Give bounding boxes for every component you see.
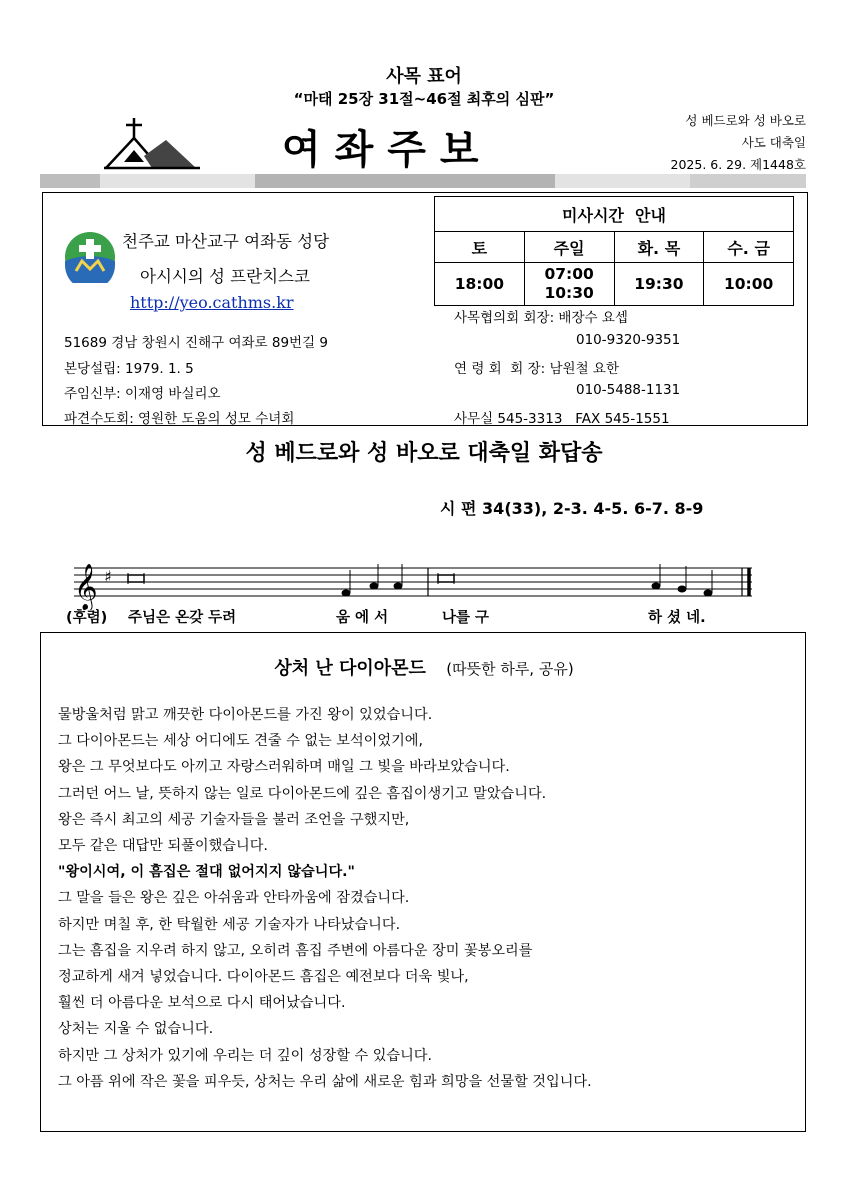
feast-name-cont: 사도 대축일	[741, 135, 806, 150]
lyric-segment: 나를 구	[442, 610, 490, 626]
mass-time: 07:00 10:30	[524, 263, 614, 306]
mass-day: 수. 금	[704, 232, 794, 263]
mass-day: 토	[435, 232, 525, 263]
parish-name: 천주교 마산교구 여좌동 성당	[122, 232, 330, 251]
story-line: 그 말을 들은 왕은 깊은 아쉬움과 안타까움에 잠겼습니다.	[58, 890, 410, 907]
mass-time: 19:30	[614, 263, 704, 306]
story-title: 상처 난 다이아몬드	[274, 658, 426, 679]
mass-time: 10:00	[704, 263, 794, 306]
lyric-segment: 하 셨 네.	[648, 610, 706, 626]
mass-day: 화. 목	[614, 232, 704, 263]
parish-sisters: 파견수도회: 영원한 도움의 성모 수녀회	[64, 411, 295, 427]
office-contact: 사무실 545-3313 FAX 545-1551	[454, 411, 670, 427]
parish-pastor: 주임신부: 이재영 바실리오	[64, 386, 221, 402]
sharp-sign-icon: ♯	[104, 567, 112, 586]
story-line: 모두 같은 대답만 되풀이했습니다.	[58, 838, 268, 855]
church-tent-logo-icon	[104, 116, 200, 170]
mass-schedule-heading: 미사시간 안내	[435, 197, 794, 232]
story-line: 그 아픔 위에 작은 꽃을 피우듯, 상처는 우리 삶에 새로운 힘과 희망을 선물할 것입니다.	[58, 1073, 592, 1090]
council-phone: 010-9320-9351	[576, 332, 681, 348]
story-line: 그 다이아몬드는 세상 어디에도 견줄 수 없는 보석이었기에,	[58, 733, 424, 750]
parish-address: 51689 경남 창원시 진해구 여좌로 89번길 9	[64, 335, 328, 351]
header-divider-band	[40, 174, 806, 188]
story-line: 하지만 며칠 후, 한 탁월한 세공 기술자가 나타났습니다.	[58, 916, 401, 933]
parish-founded: 본당설립: 1979. 1. 5	[64, 361, 194, 377]
story-source: (따뜻한 하루, 공유)	[446, 660, 574, 678]
note	[370, 583, 379, 590]
issue-number: 2025. 6. 29. 제1448호	[670, 157, 806, 172]
lyric-refrain: (후렴)	[66, 610, 108, 626]
mass-schedule-table	[434, 196, 794, 306]
parish-patron: 아시시의 성 프란치스코	[140, 267, 310, 286]
note	[342, 590, 351, 597]
story-heading	[0, 654, 848, 680]
story-line: 하지만 그 상처가 있기에 우리는 더 깊이 성장할 수 있습니다.	[58, 1047, 433, 1064]
bulletin-title: 여좌주보	[282, 126, 493, 173]
story-line: 그러던 어느 날, 뜻하지 않는 일로 다이아몬드에 깊은 흠집이생기고 말았습니다.	[58, 785, 547, 802]
breve-note	[128, 575, 144, 582]
parish-website-link[interactable]: http://yeo.cathms.kr	[130, 293, 294, 312]
story-line: 훨씬 더 아름다운 보석으로 다시 태어났습니다.	[58, 995, 346, 1012]
story-line: 정교하게 새겨 넣었습니다. 다이아몬드 흠집은 예전보다 더욱 빛나,	[58, 969, 469, 986]
story-line: 그는 흠집을 지우려 하지 않고, 오히려 흠집 주변에 아름다운 장미 꽃봉오리를	[58, 942, 533, 959]
note	[652, 583, 661, 590]
psalm-title: 성 베드로와 성 바오로 대축일 화답송	[245, 441, 603, 466]
breve-note	[438, 575, 454, 582]
council-president: 사목협의회 회장: 배장수 요셉	[454, 310, 628, 326]
diocese-logo-icon	[64, 231, 116, 283]
feast-info	[671, 110, 806, 176]
note	[394, 583, 403, 590]
psalm-music-staff	[66, 556, 756, 610]
elders-president: 연 령 회 회 장: 남원철 요한	[454, 361, 619, 377]
elders-phone: 010-5488-1131	[576, 382, 681, 398]
lyric-segment: 주님은 온갖 두려	[128, 610, 237, 626]
note	[704, 590, 713, 597]
pastoral-motto-gospel: “마태 25장 31절~46절 최후의 심판”	[293, 90, 555, 108]
psalm-reference: 시 편 34(33), 2-3. 4-5. 6-7. 8-9	[440, 499, 704, 518]
story-text	[58, 702, 592, 1095]
treble-clef-icon: 𝄞	[74, 564, 98, 610]
story-line: 왕은 그 무엇보다도 아끼고 자랑스러워하며 매일 그 빛을 바라보았습니다.	[58, 759, 510, 776]
mass-day: 주일	[524, 232, 614, 263]
feast-name: 성 베드로와 성 바오로	[685, 113, 806, 128]
story-line-quote: "왕이시여, 이 흠집은 절대 없어지지 않습니다."	[58, 864, 355, 881]
note	[678, 586, 687, 593]
pastoral-motto-heading: 사목 표어	[386, 66, 462, 87]
story-line: 물방울처럼 맑고 깨끗한 다이아몬드를 가진 왕이 있었습니다.	[58, 707, 433, 723]
lyric-segment: 움 에 서	[336, 610, 389, 626]
story-line: 상처는 지울 수 없습니다.	[58, 1021, 214, 1038]
story-line: 왕은 즉시 최고의 세공 기술자들을 불러 조언을 구했지만,	[58, 811, 410, 828]
mass-time: 18:00	[435, 263, 525, 306]
